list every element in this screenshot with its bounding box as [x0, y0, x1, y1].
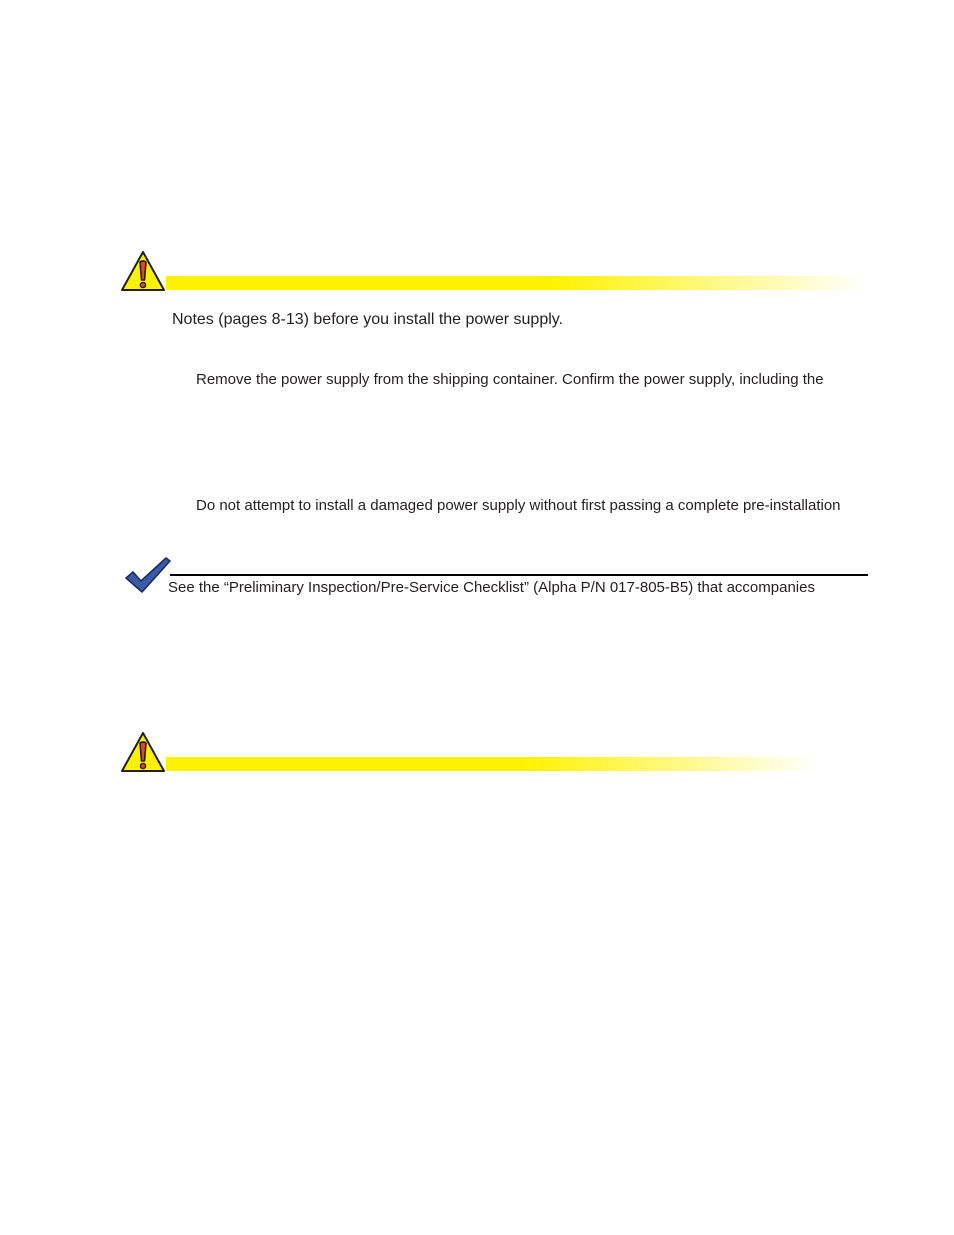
step-1-text: Remove the power supply from the shipping container. Confirm the power supply, including the — [196, 371, 824, 388]
caution-divider-bar — [166, 276, 866, 290]
warning-triangle-icon — [120, 250, 166, 292]
checkmark-icon — [124, 556, 172, 596]
warning-triangle-icon — [120, 731, 166, 773]
intro-text: Notes (pages 8-13) before you install the power supply. — [172, 311, 564, 328]
note-text: See the “Preliminary Inspection/Pre-Service Checklist” (Alpha P/N 017-805-B5) that accompanies — [168, 579, 815, 596]
caution-divider-bar — [166, 757, 818, 771]
note-divider-line — [170, 574, 868, 576]
step-2-text: Do not attempt to install a damaged power supply without first passing a complete pre-installation — [196, 497, 841, 514]
